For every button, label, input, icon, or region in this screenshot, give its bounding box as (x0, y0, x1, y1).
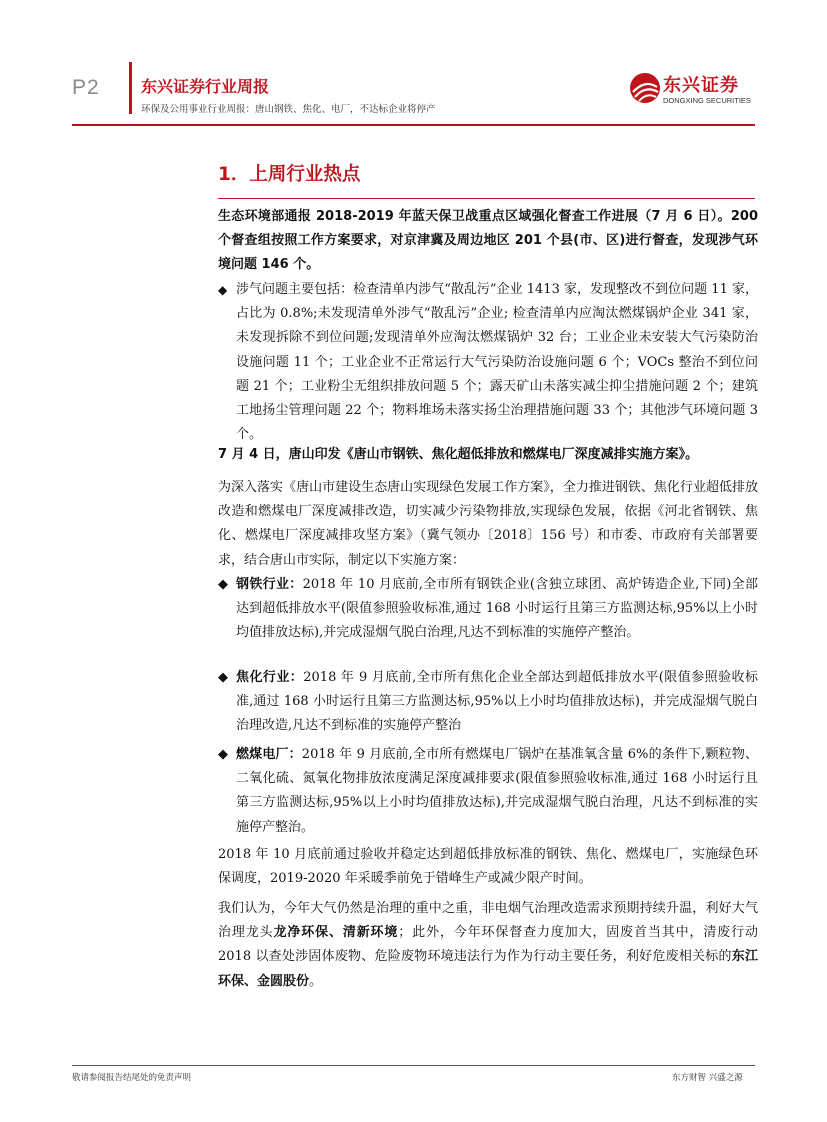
footer-disclaimer: 敬请参阅报告结尾处的免责声明 (72, 1073, 192, 1083)
lead-paragraph: 生态环境部通报 2018-2019 年蓝天保卫战重点区域强化督查工作进展（7 月 6 日）。200 个督查组按照工作方案要求，对京津冀及周边地区 201 个县(市、区)进行督查，发现涉气环境问题 146 个。 (218, 209, 758, 273)
conclusion-text: 。 (309, 973, 323, 989)
steel-text: 2018 年 10 月底前,全市所有钢铁企业(含独立球团、高炉铸造企业,下同)全部达到超低排放水平(限值参照验收标准,通过 168 小时运行且第三方监测达标,95%以上小时均值排放达标),并完成湿烟气脱白治理,凡达不到标准的实施停产整治。 (236, 577, 758, 641)
list-item (218, 278, 758, 447)
coking-text: 2018 年 9 月底前,全市所有焦化企业全部达到超低排放水平(限值参照验收标准,通过 168 小时运行且第三方监测达标,95%以上小时均值排放达标)，并完成湿烟气脱白治理改造,凡达不到标准的实施停产整治 (236, 670, 758, 734)
bullet-icon: ◆ (218, 747, 228, 762)
bullet-icon: ◆ (218, 577, 228, 592)
conclusion-text: ；此外，今年环保督查力度加大，固废首当其中，清废行动 2018 以查处涉固体废物、危险废物环境违法行为作为行动主要任务，利好危废相关标的 (218, 925, 758, 965)
list-item (218, 666, 758, 739)
recommended-stocks-air: 龙净环保、清新环境 (273, 925, 399, 941)
page-number: P2 (72, 76, 100, 99)
header-divider (129, 62, 132, 114)
policy-paragraph: 2018 年 10 月底前通过验收并稳定达到超低排放标准的钢铁、焦化、燃煤电厂，实施绿色环保调度，2019-2020 年采暖季前免于错峰生产或减少限产时间。 (218, 847, 758, 887)
list-item-text: 涉气问题主要包括：检查清单内涉气“散乱污”企业 1413 家，发现整改不到位问题 11 家，占比为 0.8%;未发现清单外涉气“散乱污”企业; 检查清单内应淘汰燃煤锅炉企业 341 家，未发现拆除不到位问题;发现清单外应淘汰燃煤锅炉 32 台；工业企业未安装大气污染防治设施问题 11 个；工业企业不正常运行大气污染防治设施问题 6 个；VOCs 整治不到位问题 21 个；工业粉尘无组织排放问题 5 个；露天矿山未落实减尘抑尘措施问题 2 个；建筑工地扬尘管理问题 22 个；物料堆场未落实扬尘治理措施问题 33 个；其他涉气环境问题 3 个。 (236, 282, 758, 443)
power-label: 燃煤电厂： (236, 747, 302, 762)
footer-slogan: 东方财智 兴盛之源 (672, 1073, 743, 1083)
power-text: 2018 年 9 月底前,全市所有燃煤电厂锅炉在基准氧含量 6%的条件下,颗粒物、二氧化硫、氮氧化物排放浓度满足深度减排要求(限值参照验收标准,通过 168 小时运行且第三方监测达标,95%以上小时均值排放达标),并完成湿烟气脱白治理，凡达不到标准的实施停产整治。 (236, 747, 758, 835)
footer-rule (72, 1065, 755, 1066)
news-headline: 7 月 4 日，唐山印发《唐山市钢铁、焦化超低排放和燃煤电厂深度减排实施方案》。 (218, 447, 699, 462)
header-rule (72, 124, 755, 126)
list-item (218, 743, 758, 840)
section-title-rule (218, 198, 755, 199)
intro-paragraph: 为深入落实《唐山市建设生态唐山实现绿色发展工作方案》，全力推进钢铁、焦化行业超低排放改造和燃煤电厂深度减排改造，切实减少污染物排放,实现绿色发展，依据《河北省钢铁、焦化、燃煤电厂深度减排攻坚方案》（冀气领办〔2018〕156 号）和市委、市政府有关部署要求，结合唐山市实际，制定以下实施方案： (218, 480, 758, 568)
coking-label: 焦化行业： (236, 670, 304, 685)
logo-english-name: DONGXING SECURITIES (663, 96, 751, 105)
bullet-icon: ◆ (218, 670, 228, 685)
report-series-title: 东兴证券行业周报 (141, 77, 270, 96)
steel-label: 钢铁行业： (236, 577, 303, 592)
section-title: 1．上周行业热点 (218, 164, 361, 185)
list-item (218, 573, 758, 646)
bullet-icon: ◆ (218, 283, 228, 297)
conclusion-text: 我们认为，今年大气仍然是治理的重中之重，非电烟气治理改造需求预期持续升温，利好大气治理龙头 (218, 901, 758, 941)
report-subtitle: 环保及公用事业行业周报：唐山钢铁、焦化、电厂，不达标企业将停产 (141, 104, 436, 115)
recommended-stocks-waste: 东江环保、金圆股份 (218, 949, 758, 989)
logo-chinese-name: 东兴证券 (663, 75, 739, 96)
conclusion-paragraph (218, 897, 758, 994)
